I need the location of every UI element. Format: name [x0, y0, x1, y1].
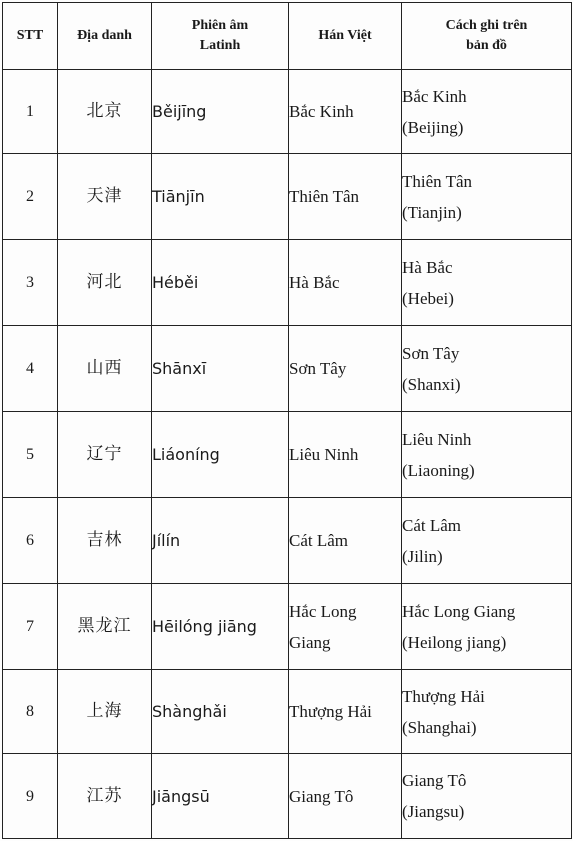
- cell-place-name: 黑龙江: [58, 584, 152, 670]
- cell-stt: 5: [3, 412, 58, 498]
- header-map-line-2: bản đồ: [466, 38, 507, 53]
- cell-hanviet-line-2: Giang: [289, 632, 331, 652]
- cell-hanviet-line-1: Liêu Ninh: [289, 445, 359, 464]
- cell-map-spelling: [402, 584, 572, 670]
- cell-map-line-1: Liêu Ninh: [402, 429, 472, 449]
- cell-map-line-1: Thiên Tân: [402, 171, 473, 191]
- cell-map-line-2: (Heilong jiang): [402, 632, 507, 652]
- cell-map-spelling: [402, 754, 572, 839]
- table-body: [3, 70, 572, 839]
- cell-stt: 4: [3, 326, 58, 412]
- cell-hanviet: [289, 240, 402, 326]
- header-hanviet: Hán Việt: [289, 3, 402, 70]
- header-map-line-1: Cách ghi trên: [445, 18, 528, 33]
- cell-hanviet-line-1: Thiên Tân: [289, 187, 360, 206]
- cell-place-name: 江苏: [58, 754, 152, 839]
- table-row: [3, 584, 572, 670]
- cell-latin: Shānxī: [152, 326, 289, 412]
- cell-place-name: 辽宁: [58, 412, 152, 498]
- cell-hanviet-line-1: Giang Tô: [289, 786, 354, 806]
- cell-place-name: 吉林: [58, 498, 152, 584]
- cell-map-line-2: (Liaoning): [402, 460, 475, 480]
- table-row: [3, 670, 572, 754]
- cell-hanviet-line-1: Hà Bắc: [289, 273, 340, 292]
- cell-latin: Běijīng: [152, 70, 289, 154]
- cell-hanviet: [289, 412, 402, 498]
- cell-stt: 6: [3, 498, 58, 584]
- cell-map-line-1: Bắc Kinh: [402, 86, 467, 106]
- cell-map-spelling: [402, 154, 572, 240]
- table-row: [3, 70, 572, 154]
- cell-map-spelling: [402, 70, 572, 154]
- place-name-table: [2, 2, 572, 839]
- cell-latin: Héběi: [152, 240, 289, 326]
- cell-map-line-1: Hà Bắc: [402, 257, 453, 277]
- cell-map-spelling: [402, 240, 572, 326]
- cell-map-spelling: [402, 412, 572, 498]
- table-row: [3, 412, 572, 498]
- cell-latin: Shànghǎi: [152, 670, 289, 754]
- cell-stt: 9: [3, 754, 58, 839]
- cell-place-name: 上海: [58, 670, 152, 754]
- cell-place-name: 山西: [58, 326, 152, 412]
- cell-map-line-1: Hắc Long Giang: [402, 601, 516, 621]
- table-row: [3, 154, 572, 240]
- cell-stt: 1: [3, 70, 58, 154]
- cell-hanviet-line-1: Hắc Long: [289, 601, 357, 621]
- cell-stt: 8: [3, 670, 58, 754]
- table-row: [3, 754, 572, 839]
- cell-map-line-2: (Hebei): [402, 288, 454, 308]
- cell-map-line-1: Cát Lâm: [402, 515, 462, 535]
- cell-hanviet-line-1: Cát Lâm: [289, 531, 349, 550]
- cell-map-line-2: (Jiangsu): [402, 802, 465, 821]
- cell-hanviet: [289, 498, 402, 584]
- cell-map-line-1: Sơn Tây: [402, 343, 460, 363]
- cell-map-line-1: Thượng Hải: [402, 686, 485, 706]
- table-row: [3, 498, 572, 584]
- cell-stt: 7: [3, 584, 58, 670]
- cell-hanviet: [289, 154, 402, 240]
- cell-map-line-2: (Shanghai): [402, 717, 477, 737]
- cell-place-name: 天津: [58, 154, 152, 240]
- cell-hanviet-line-1: Sơn Tây: [289, 359, 347, 378]
- table-row: [3, 326, 572, 412]
- cell-map-line-2: (Jilin): [402, 546, 443, 566]
- cell-hanviet: [289, 584, 402, 670]
- cell-place-name: 北京: [58, 70, 152, 154]
- cell-hanviet: [289, 754, 402, 839]
- cell-latin: Liáoníng: [152, 412, 289, 498]
- cell-latin: Tiānjīn: [152, 154, 289, 240]
- cell-latin: Jílín: [152, 498, 289, 584]
- cell-hanviet-line-1: Bắc Kinh: [289, 102, 354, 121]
- cell-hanviet: [289, 670, 402, 754]
- header-latin: [152, 3, 289, 70]
- cell-hanviet: [289, 326, 402, 412]
- cell-latin: Jiāngsū: [152, 754, 289, 839]
- cell-map-spelling: [402, 326, 572, 412]
- header-row: [3, 3, 572, 70]
- cell-latin: Hēilóng jiāng: [152, 584, 289, 670]
- header-place-name: Địa danh: [58, 3, 152, 70]
- header-stt: STT: [3, 3, 58, 70]
- header-map-spelling: [402, 3, 572, 70]
- cell-map-line-1: Giang Tô: [402, 771, 467, 790]
- header-latin-line-1: Phiên âm: [191, 18, 249, 33]
- cell-map-line-2: (Tianjin): [402, 202, 462, 222]
- cell-map-spelling: [402, 498, 572, 584]
- table-row: [3, 240, 572, 326]
- cell-stt: 3: [3, 240, 58, 326]
- cell-hanviet-line-1: Thượng Hải: [289, 702, 372, 721]
- cell-stt: 2: [3, 154, 58, 240]
- cell-place-name: 河北: [58, 240, 152, 326]
- cell-hanviet: [289, 70, 402, 154]
- cell-map-spelling: [402, 670, 572, 754]
- header-latin-line-2: Latinh: [199, 38, 241, 53]
- cell-map-line-2: (Beijing): [402, 117, 464, 137]
- cell-map-line-2: (Shanxi): [402, 374, 461, 394]
